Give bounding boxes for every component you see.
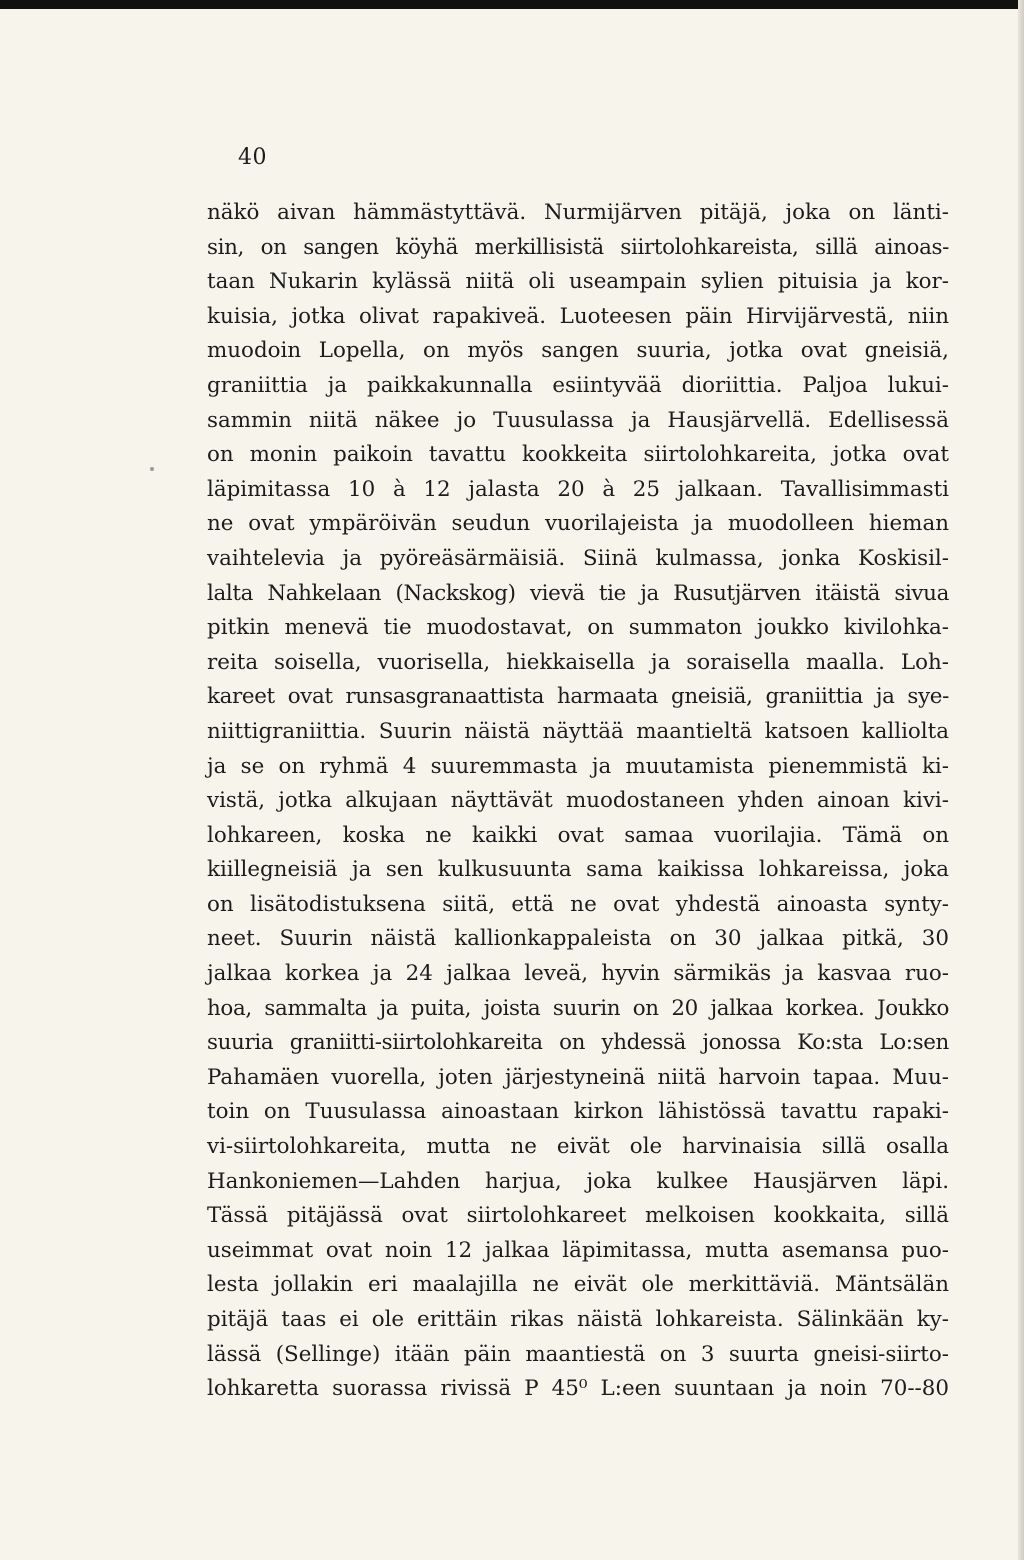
text-line: näkö aivan hämmästyttävä. Nurmijärven pitäjä, joka on länti- xyxy=(207,200,949,225)
text-line: lesta jollakin eri maalajilla ne eivät ole merkittäviä. Mäntsälän xyxy=(207,1272,949,1298)
text-line: ne ovat ympäröivän seudun vuorilajeista ja muodolleen hieman xyxy=(207,511,949,537)
text-line: on lisätodistuksena siitä, että ne ovat yhdestä ainoasta synty- xyxy=(207,891,949,917)
page-number: 40 xyxy=(238,145,267,170)
text-line: pitkin menevä tie muodostavat, on summaton joukko kivilohka- xyxy=(207,615,949,641)
text-line: neet. Suurin näistä kallionkappaleista on 30 jalkaa pitkä, 30 xyxy=(207,926,949,952)
text-line: toin on Tuusulassa ainoastaan kirkon lähistössä tavattu rapaki- xyxy=(207,1099,949,1125)
text-line: taan Nukarin kylässä niitä oli useampain sylien pituisia ja kor- xyxy=(207,269,949,295)
text-line: hoa, sammalta ja puita, joista suurin on 20 jalkaa korkea. Joukko xyxy=(207,995,949,1021)
text-line: vistä, jotka alkujaan näyttävät muodostaneen yhden ainoan kivi- xyxy=(207,788,949,814)
text-line: graniittia ja paikkakunnalla esiintyvää dioriittia. Paljoa lukui- xyxy=(207,372,949,398)
scan-edge-right xyxy=(1018,0,1024,1560)
text-line: vi-siirtolohkareita, mutta ne eivät ole harvinaisia sillä osalla xyxy=(207,1134,949,1160)
text-line: suuria graniitti-siirtolohkareita on yhdessä jonossa Ko:sta Lo:sen xyxy=(207,1030,949,1056)
text-line: lohkaretta suorassa rivissä P 45⁰ L:een suuntaan ja noin 70--80 xyxy=(207,1376,949,1402)
text-line: sin, on sangen köyhä merkillisistä siirtolohkareista, sillä ainoas- xyxy=(207,234,949,260)
text-line: ja se on ryhmä 4 suuremmasta ja muutamista pienemmistä ki- xyxy=(207,753,949,779)
text-line: läpimitassa 10 à 12 jalasta 20 à 25 jalkaan. Tavallisimmasti xyxy=(207,476,949,502)
body-text xyxy=(207,196,949,1407)
text-line: lohkareen, koska ne kaikki ovat samaa vuorilajia. Tämä on xyxy=(207,822,949,848)
text-line: useimmat ovat noin 12 jalkaa läpimitassa, mutta asemansa puo- xyxy=(207,1237,949,1263)
text-line: lässä (Sellinge) itään päin maantiestä on 3 suurta gneisi-siirto- xyxy=(207,1341,949,1367)
text-line: kuisia, jotka olivat rapakiveä. Luoteesen päin Hirvijärvestä, niin xyxy=(207,303,949,329)
text-line: Pahamäen vuorella, joten järjestyneinä niitä harvoin tapaa. Muu- xyxy=(207,1064,949,1090)
text-line: niittigraniittia. Suurin näistä näyttää maantieltä katsoen kalliolta xyxy=(207,718,949,744)
text-line: lalta Nahkelaan (Nackskog) vievä tie ja Rusutjärven itäistä sivua xyxy=(207,580,949,606)
text-line: sammin niitä näkee jo Tuusulassa ja Hausjärvellä. Edellisessä xyxy=(207,407,949,433)
text-line: Hankoniemen—Lahden harjua, joka kulkee Hausjärven läpi. xyxy=(207,1168,949,1194)
scan-edge-top xyxy=(0,0,1024,9)
text-line: muodoin Lopella, on myös sangen suuria, jotka ovat gneisiä, xyxy=(207,338,949,364)
text-line: vaihtelevia ja pyöreäsärmäisiä. Siinä kulmassa, jonka Koskisil- xyxy=(207,545,949,571)
text-line: pitäjä taas ei ole erittäin rikas näistä lohkareista. Sälinkään ky- xyxy=(207,1307,949,1332)
text-line: on monin paikoin tavattu kookkeita siirtolohkareita, jotka ovat xyxy=(207,442,949,468)
text-line: reita soisella, vuorisella, hiekkaisella ja soraisella maalla. Loh- xyxy=(207,649,949,675)
text-line: jalkaa korkea ja 24 jalkaa leveä, hyvin särmikäs ja kasvaa ruo- xyxy=(207,961,949,987)
margin-mark xyxy=(150,467,154,471)
text-line: kareet ovat runsasgranaattista harmaata gneisiä, graniittia ja sye- xyxy=(207,684,949,710)
text-line: Tässä pitäjässä ovat siirtolohkareet melkoisen kookkaita, sillä xyxy=(207,1203,949,1229)
text-line: kiillegneisiä ja sen kulkusuunta sama kaikissa lohkareissa, joka xyxy=(207,857,949,883)
